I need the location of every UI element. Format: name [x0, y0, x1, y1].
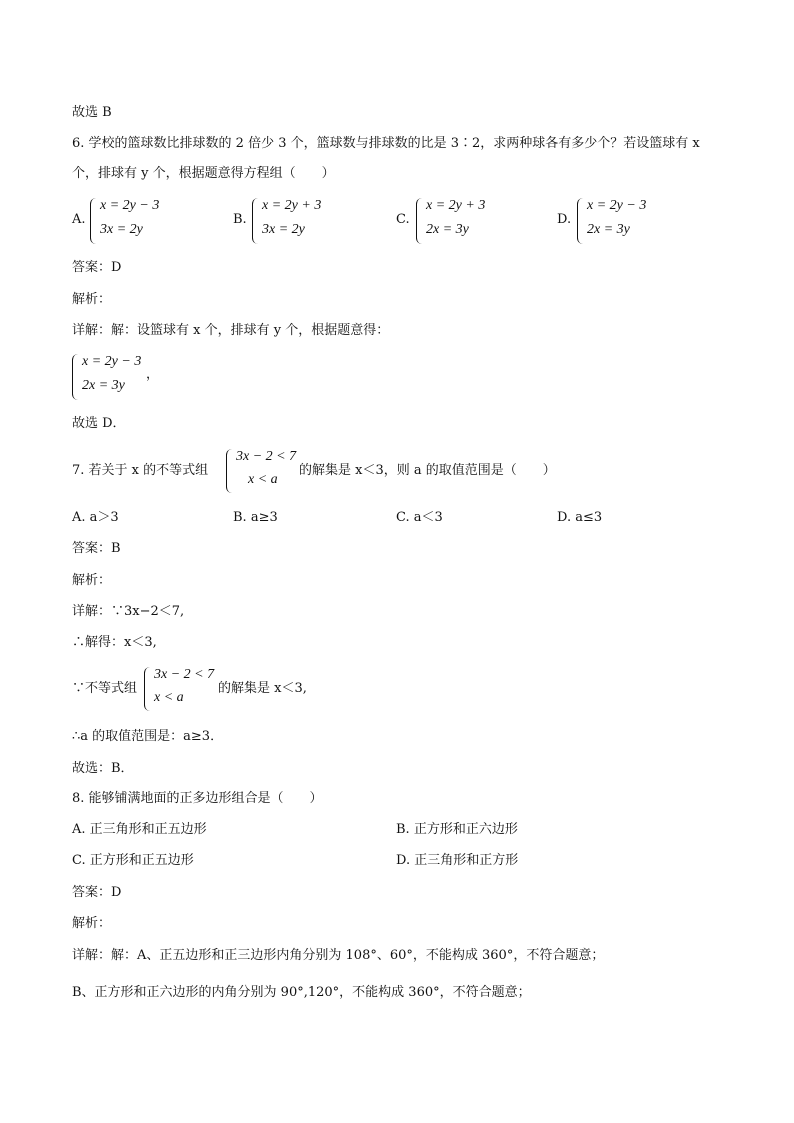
q7-stem-ineq1: 3x − 2 < 7 [236, 449, 297, 464]
q8-option-d: D. 正三角形和正方形 [396, 853, 519, 868]
q7-detail-4: ∴a 的取值范围是：a≥3． [72, 729, 224, 744]
q6-option-a-eq2: 3x = 2y [100, 222, 143, 237]
q6-answer: 答案：D [72, 260, 122, 275]
q6-option-d-label: D. [557, 212, 572, 227]
q7-option-d: D. a≤3 [557, 510, 603, 525]
q7-number: 7. [72, 463, 85, 478]
q6-option-a-eq1: x = 2y − 3 [100, 198, 160, 213]
q7-stem-pre [72, 462, 208, 480]
q7-detail-1: 详解：∵3x−2＜7, [72, 604, 185, 619]
q7-detail-system [144, 667, 216, 711]
q7-conclusion: 故选：B． [72, 761, 134, 776]
q8-stem-text: 能够铺满地面的正多边形组合是（ ） [88, 791, 323, 806]
q8-option-a: A. 正三角形和正五边形 [72, 822, 207, 837]
q6-option-c-system [416, 198, 506, 244]
q6-analysis: 解析： [72, 292, 112, 307]
q7-option-a: A. a＞3 [72, 510, 119, 525]
q7-stem-pre-text: 若关于 x 的不等式组 [88, 463, 209, 478]
q7-option-b: B. a≥3 [233, 510, 278, 525]
q6-conclusion: 故选 D． [72, 416, 126, 431]
q8-detail-1: 详解：解：A、正五边形和正三边形内角分别为 108°、60°，不能构成 360°，不符合题意； [72, 948, 605, 963]
q7-detail-ineq1: 3x − 2 < 7 [154, 667, 215, 682]
q7-detail-ineq2: x < a [154, 690, 184, 705]
q8-detail-2: B、正方形和正六边形的内角分别为 90°,120°，不能构成 360°，不符合题意； [72, 985, 531, 1000]
q8-answer: 答案：D [72, 885, 122, 900]
q6-option-c-label: C. [396, 212, 410, 227]
q6-stem-line2: 个，排球有 y 个，根据题意得方程组（ ） [72, 166, 335, 181]
q6-detail: 详解：解：设篮球有 x 个，排球有 y 个，根据题意得： [72, 323, 390, 338]
q6-option-d-system [577, 198, 667, 244]
q6-stem-text1: 学校的篮球数比排球数的 2 倍少 3 个，篮球数与排球数的比是 3∶2，求两种球各有多少个？若设篮球有 x [88, 136, 700, 151]
q6-option-b-eq2: 3x = 2y [262, 222, 305, 237]
q8-option-c: C. 正方形和正五边形 [72, 853, 194, 868]
q6-option-b-system [252, 198, 342, 244]
q7-option-c: C. a＜3 [396, 510, 443, 525]
q8-analysis: 解析： [72, 916, 112, 931]
q6-option-d-eq2: 2x = 3y [587, 222, 630, 237]
brace-icon [577, 198, 584, 244]
q8-option-b: B. 正方形和正六边形 [396, 822, 518, 837]
brace-icon [72, 354, 79, 400]
q6-solution-eq2: 2x = 3y [82, 378, 125, 393]
brace-icon [90, 198, 97, 244]
q7-stem-ineq2: x < a [248, 472, 278, 487]
q6-option-c-eq1: x = 2y + 3 [426, 198, 486, 213]
q7-answer: 答案：B [72, 541, 121, 556]
q7-analysis: 解析： [72, 573, 112, 588]
q7-stem-system [226, 449, 298, 493]
q6-option-b-label: B. [233, 212, 247, 227]
brace-icon [226, 449, 233, 493]
q8-number: 8. [72, 791, 85, 806]
q7-detail-3-post: 的解集是 x＜3, [218, 681, 307, 696]
q6-option-a-label: A. [72, 212, 86, 227]
q6-number: 6. [72, 136, 85, 151]
q6-solution-trail: ， [146, 367, 160, 382]
q7-detail-3-pre: ∵不等式组 [72, 681, 138, 696]
brace-icon [416, 198, 423, 244]
q7-detail-2: ∴解得：x＜3, [72, 635, 157, 650]
q7-stem-post: 的解集是 x＜3，则 a 的取值范围是（ ） [299, 463, 556, 478]
brace-icon [252, 198, 259, 244]
q6-option-d-eq1: x = 2y − 3 [587, 198, 647, 213]
q6-option-a-system [90, 198, 180, 244]
brace-icon [144, 667, 151, 711]
prev-conclusion: 故选 B [72, 105, 112, 120]
q6-option-b-eq1: x = 2y + 3 [262, 198, 322, 213]
q6-option-c-eq2: 2x = 3y [426, 222, 469, 237]
q6-solution-eq1: x = 2y − 3 [82, 354, 142, 369]
q8-stem [72, 790, 323, 808]
q6-stem-line1 [72, 135, 700, 153]
